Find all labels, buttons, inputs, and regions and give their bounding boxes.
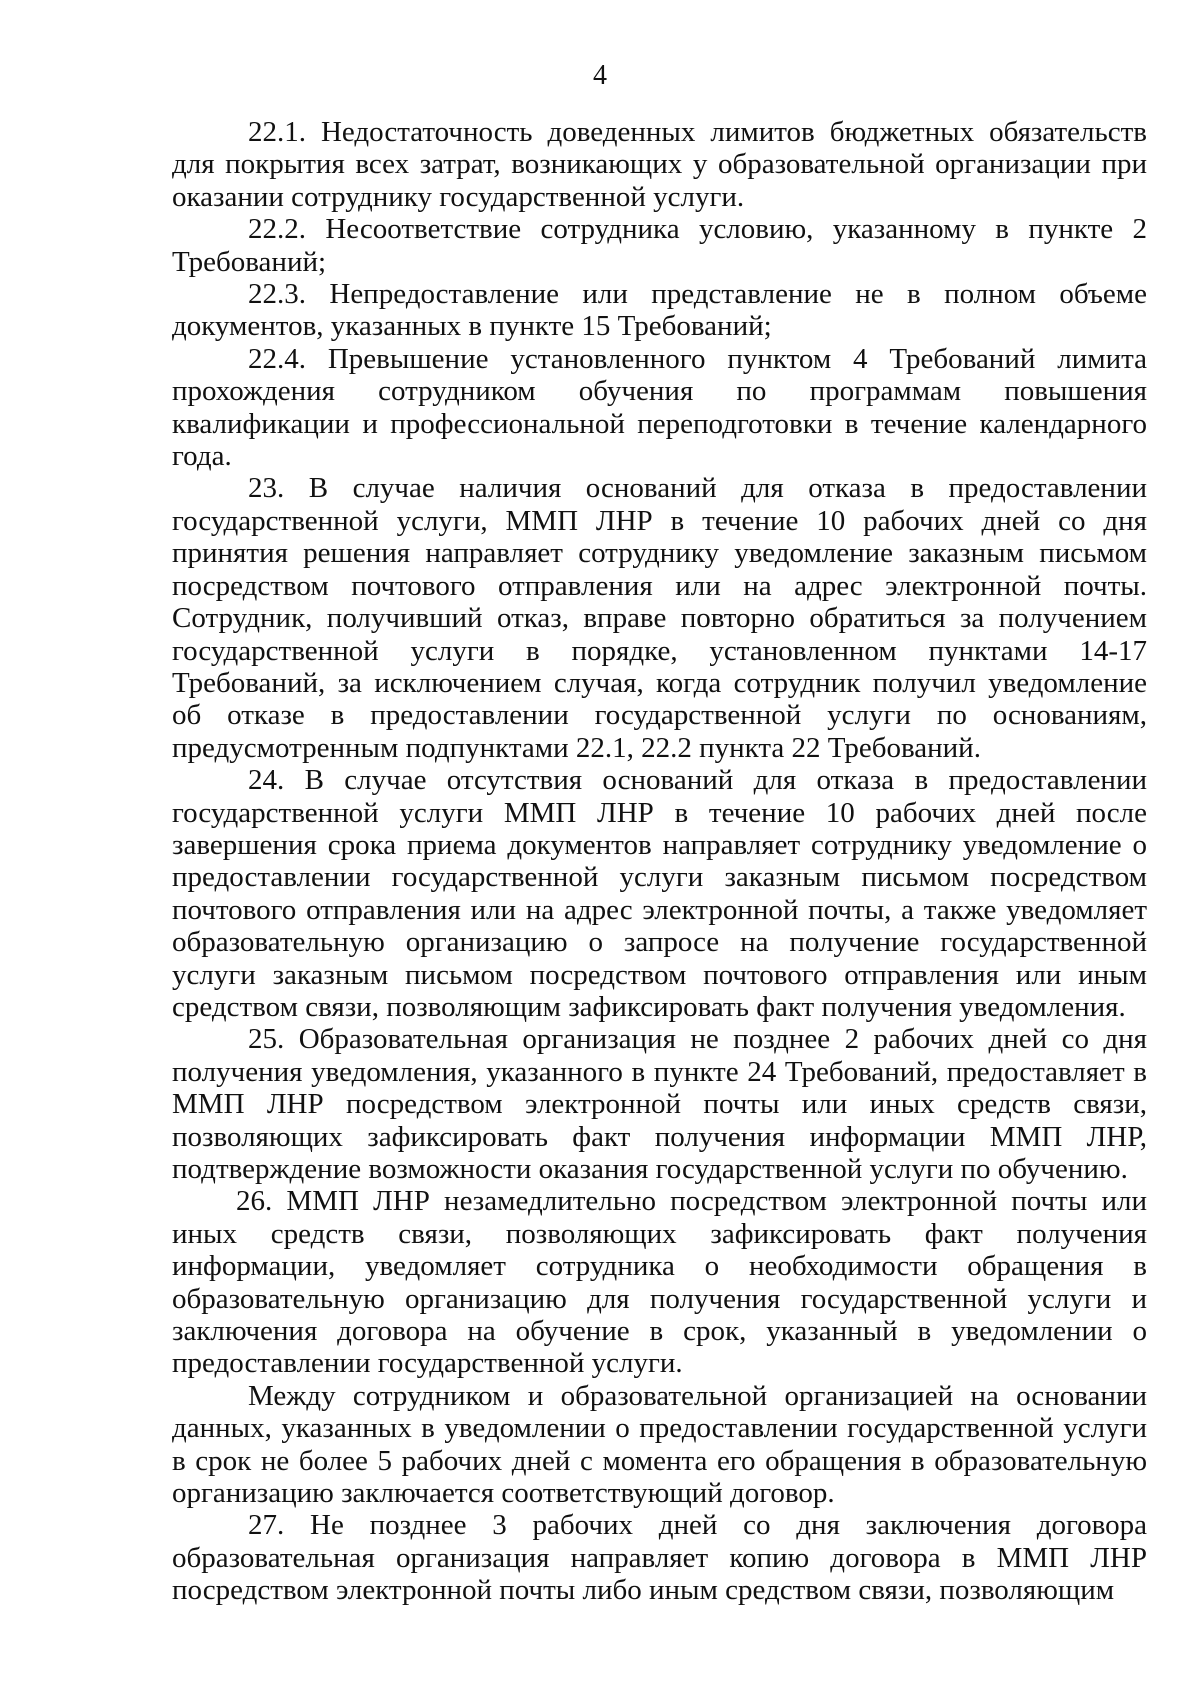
paragraph-22-3: 22.3. Непредоставление или представление не в полном объеме документов, указанных в пункте 15 Требований; (172, 278, 1147, 343)
paragraph-23: 23. В случае наличия оснований для отказа в предоставлении государственной услуги, ММП ЛНР в течение 10 рабочих дней со дня принятия решения направляет сотруднику уведомление заказным письмом посредством почтового отправления или на адрес электронной почты. Сотрудник, получивший отказ, вправе повторно обратиться за получением государственной услуги в порядке, установленном пунктами 14-17 Требований, за исключением случая, когда сотрудник получил уведомление об отказе в предоставлении государственной услуги по основаниям, предусмотренным подпунктами 22.1, 22.2 пункта 22 Требований. (172, 472, 1147, 764)
paragraph-22-4: 22.4. Превышение установленного пунктом 4 Требований лимита прохождения сотрудником обучения по программам повышения квалификации и профессиональной переподготовки в течение календарного года. (172, 342, 1147, 473)
paragraph-22-2: 22.2. Несоответствие сотрудника условию, указанному в пункте 2 Требований; (172, 213, 1147, 278)
paragraph-26: 26. ММП ЛНР незамедлительно посредством электронной почты или иных средств связи, позволяющих зафиксировать факт получения информации, уведомляет сотрудника о необходимости обращения в образовательную организацию для получения государственной услуги и заключения договора на обучение в срок, указанный в уведомлении о предоставлении государственной услуги. (172, 1185, 1147, 1380)
paragraph-24: 24. В случае отсутствия оснований для отказа в предоставлении государственной услуги ММП ЛНР в течение 10 рабочих дней после завершения срока приема документов направляет сотруднику уведомление о предоставлении государственной услуги заказным письмом посредством почтового отправления или на адрес электронной почты, а также уведомляет образовательную организацию о запросе на получение государственной услуги заказным письмом посредством почтового отправления или иным средством связи, позволяющим зафиксировать факт получения уведомления. (172, 764, 1147, 1023)
document-body (172, 116, 1147, 1607)
paragraph-26-continuation: Между сотрудником и образовательной организацией на основании данных, указанных в уведомлении о предоставлении государственной услуги в срок не более 5 рабочих дней с момента его обращения в образовательную организацию заключается соответствующий договор. (172, 1379, 1147, 1510)
paragraph-25: 25. Образовательная организация не позднее 2 рабочих дней со дня получения уведомления, указанного в пункте 24 Требований, предоставляет в ММП ЛНР посредством электронной почты или иных средств связи, позволяющих зафиксировать факт получения информации ММП ЛНР, подтверждение возможности оказания государственной услуги по обучению. (172, 1023, 1147, 1185)
paragraph-27: 27. Не позднее 3 рабочих дней со дня заключения договора образовательная организация направляет копию договора в ММП ЛНР посредством электронной почты либо иным средством связи, позволяющим (172, 1509, 1147, 1607)
paragraph-22-1: 22.1. Недостаточность доведенных лимитов бюджетных обязательств для покрытия всех затрат, возникающих у образовательной организации при оказании сотруднику государственной услуги. (172, 116, 1147, 213)
page-number: 4 (593, 60, 607, 91)
